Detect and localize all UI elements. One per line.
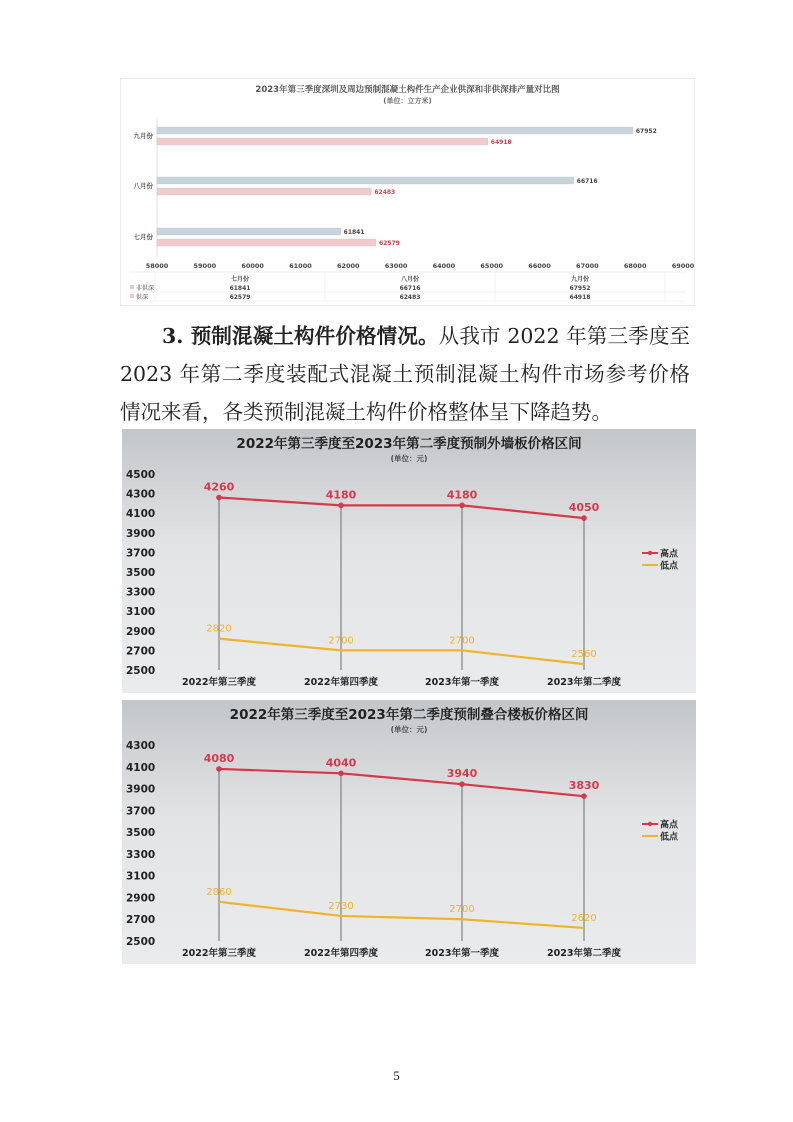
wall-point xyxy=(338,503,344,509)
bar-table-cell: 66716 xyxy=(399,285,421,292)
bar-table-row-label: 供深 xyxy=(136,294,149,301)
wall-legend-marker xyxy=(648,551,652,555)
paragraph-line-1 xyxy=(120,317,690,355)
wall-point xyxy=(459,503,465,509)
bar-chart-svg xyxy=(120,78,695,306)
wall-legend-label: 高点 xyxy=(660,549,679,560)
bar-table-cell: 61841 xyxy=(229,285,251,292)
bar-data-label: 61841 xyxy=(343,229,365,236)
bar-chart-production xyxy=(120,78,695,306)
bar-table-cell: 64918 xyxy=(569,294,591,301)
bar-x-tick-label: 58000 xyxy=(145,262,169,270)
bar-x-tick-label: 67000 xyxy=(576,262,599,270)
wall-legend-label: 低点 xyxy=(660,561,679,572)
bar-table-cell: 62579 xyxy=(229,294,251,301)
bar-data-label: 62483 xyxy=(374,189,396,196)
wall-x-tick-label: 2023年第二季度 xyxy=(547,677,621,688)
wall-data-label: 2700 xyxy=(328,635,354,647)
bar-table-header: 七月份 xyxy=(230,276,250,283)
slab-x-tick-label: 2022年第四季度 xyxy=(304,948,378,959)
bar-x-tick-label: 59000 xyxy=(193,262,217,270)
bar-x-tick-label: 64000 xyxy=(432,262,456,270)
wall-data-label: 4180 xyxy=(325,488,357,502)
wall-y-tick-label: 3500 xyxy=(126,567,156,579)
paragraph-line-2: 2023 年第二季度装配式混凝土预制混凝土构件市场参考价格 xyxy=(120,362,690,386)
wall-data-label: 4180 xyxy=(446,488,478,502)
slab-x-tick-label: 2022年第三季度 xyxy=(182,948,256,959)
slab-legend-label: 低点 xyxy=(660,832,679,843)
wall-y-tick-label: 3100 xyxy=(126,606,156,619)
bar-table-header: 八月份 xyxy=(400,276,420,283)
bar-data-label: 64918 xyxy=(490,139,512,146)
wall-x-tick-label: 2023年第一季度 xyxy=(425,677,499,688)
slab-y-tick-label: 3700 xyxy=(126,805,156,818)
wall-data-label: 4260 xyxy=(203,480,235,494)
bar-legend-swatch xyxy=(130,285,134,289)
wall-y-tick-label: 3700 xyxy=(126,547,156,560)
slab-y-tick-label: 3500 xyxy=(126,827,156,840)
bar-mark xyxy=(157,177,574,184)
wall-y-tick-label: 4300 xyxy=(126,488,156,501)
bar-mark xyxy=(157,228,341,235)
wall-point xyxy=(581,515,587,521)
section-paragraph xyxy=(120,317,690,431)
slab-y-tick-label: 3300 xyxy=(126,848,156,861)
line-chart-wall-panel xyxy=(122,429,696,693)
bar-table-row-label: 非供深 xyxy=(136,285,155,292)
section-heading: 3. 预制混凝土构件价格情况。 xyxy=(162,324,439,348)
line-chart-wall-panel-svg xyxy=(122,429,696,693)
bar-mark xyxy=(157,138,488,145)
wall-chart-background xyxy=(122,429,696,693)
bar-mark xyxy=(157,188,371,195)
bar-category-label: 八月份 xyxy=(133,182,153,190)
wall-chart-title: 2022年第三季度至2023年第二季度预制外墙板价格区间 xyxy=(236,436,582,452)
slab-data-label: 3940 xyxy=(446,767,478,781)
slab-point xyxy=(216,766,222,772)
line-chart-floor-slab-svg xyxy=(122,700,696,964)
bar-x-tick-label: 63000 xyxy=(384,262,408,270)
bar-data-label: 62579 xyxy=(378,240,400,247)
slab-data-label: 2730 xyxy=(328,900,354,912)
slab-legend-marker xyxy=(648,822,652,826)
bar-category-label: 七月份 xyxy=(133,233,153,241)
bar-category-label: 九月份 xyxy=(133,132,153,140)
slab-chart-background xyxy=(122,700,696,964)
line-chart-floor-slab xyxy=(122,700,696,964)
slab-point xyxy=(581,793,587,799)
paragraph-line-3: 情况来看，各类预制混凝土构件价格整体呈下降趋势。 xyxy=(120,400,612,424)
bar-legend-swatch xyxy=(130,294,134,298)
wall-y-tick-label: 2700 xyxy=(126,645,156,658)
slab-y-tick-label: 3900 xyxy=(126,783,156,796)
slab-data-label: 2700 xyxy=(449,904,475,916)
slab-data-label: 2860 xyxy=(206,886,232,898)
page-number: 5 xyxy=(393,1068,400,1083)
bar-x-tick-label: 69000 xyxy=(671,262,695,270)
wall-y-tick-label: 2900 xyxy=(126,625,156,638)
slab-point xyxy=(459,781,465,787)
wall-data-label: 2820 xyxy=(206,623,232,635)
wall-x-tick-label: 2022年第三季度 xyxy=(182,677,256,688)
bar-table-cell: 62483 xyxy=(399,294,421,301)
wall-point xyxy=(216,495,222,501)
bar-table-header: 九月份 xyxy=(570,276,590,283)
slab-point xyxy=(338,771,344,777)
bar-data-label: 67952 xyxy=(635,128,657,135)
bar-chart-subtitle: (单位：立方米) xyxy=(383,97,432,105)
bar-table-cell: 67952 xyxy=(569,285,591,292)
wall-x-tick-label: 2022年第四季度 xyxy=(304,677,378,688)
slab-chart-title: 2022年第三季度至2023年第二季度预制叠合楼板价格区间 xyxy=(229,707,589,723)
slab-chart-subtitle: (单位：元) xyxy=(390,725,428,734)
slab-data-label: 3830 xyxy=(568,779,600,793)
wall-y-tick-label: 3300 xyxy=(126,586,156,599)
wall-y-tick-label: 3900 xyxy=(126,527,156,540)
bar-x-tick-label: 68000 xyxy=(623,262,647,270)
wall-y-tick-label: 4500 xyxy=(126,469,156,481)
slab-y-tick-label: 4300 xyxy=(126,740,156,752)
wall-y-tick-label: 2500 xyxy=(126,665,156,677)
bar-x-tick-label: 60000 xyxy=(241,262,264,270)
paragraph-text-1: 从我市 2022 年第三季度至 xyxy=(438,324,691,348)
wall-chart-subtitle: (单位：元) xyxy=(390,454,428,463)
bar-mark xyxy=(157,239,376,246)
bar-x-tick-label: 66000 xyxy=(528,262,551,270)
slab-y-tick-label: 3100 xyxy=(126,870,156,883)
wall-y-tick-label: 4100 xyxy=(126,508,156,521)
slab-y-tick-label: 4100 xyxy=(126,761,156,774)
bar-x-tick-label: 62000 xyxy=(336,262,360,270)
slab-data-label: 4040 xyxy=(325,756,357,770)
slab-x-tick-label: 2023年第二季度 xyxy=(547,948,621,959)
slab-x-tick-label: 2023年第一季度 xyxy=(425,948,499,959)
slab-y-tick-label: 2700 xyxy=(126,914,156,927)
slab-y-tick-label: 2900 xyxy=(126,892,156,905)
wall-data-label: 2560 xyxy=(571,649,597,661)
bar-chart-title: 2023年第三季度深圳及周边预制混凝土构件生产企业供深和非供深排产量对比图 xyxy=(255,85,560,95)
bar-data-label: 66716 xyxy=(576,178,598,185)
slab-y-tick-label: 2500 xyxy=(126,936,156,948)
slab-data-label: 2620 xyxy=(571,912,597,924)
slab-data-label: 4080 xyxy=(203,751,235,765)
wall-data-label: 4050 xyxy=(568,501,600,515)
wall-data-label: 2700 xyxy=(449,635,475,647)
bar-x-tick-label: 65000 xyxy=(480,262,504,270)
bar-x-tick-label: 61000 xyxy=(289,262,312,270)
slab-legend-label: 高点 xyxy=(660,820,679,831)
bar-mark xyxy=(157,127,633,134)
